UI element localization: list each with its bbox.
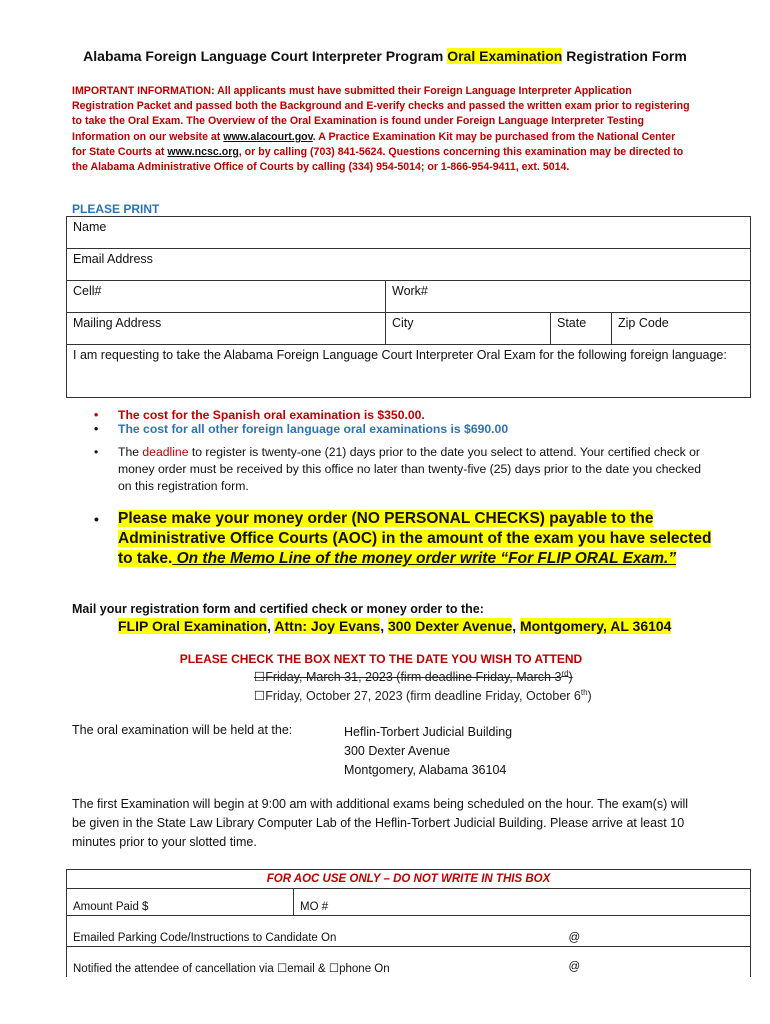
cancellation-notice-field[interactable]: Notified the attendee of cancellation via ☐email & ☐phone On @ [67,947,751,978]
zip-code-field[interactable]: Zip Code [612,313,751,345]
checkbox-icon[interactable]: ☐ [254,689,266,704]
cell-field[interactable]: Cell# [67,281,386,313]
amount-paid-field[interactable]: Amount Paid $ [67,889,294,916]
email-field[interactable]: Email Address [67,249,751,281]
list-item: • The deadline to register is twenty-one (21) days prior to the date you select to attend. Your certified check or money order must be received by this office no later than twenty-five (25) days prior to the date you checked on this registration form. [94,445,702,493]
checkbox-icon[interactable]: ☐ [276,963,288,975]
list-item: • The cost for all other foreign language oral examinations is $690.00 [94,422,509,436]
language-request-field[interactable]: I am requesting to take the Alabama Foreign Language Court Interpreter Oral Exam for the following foreign language: [67,345,751,398]
state-field[interactable]: State [551,313,612,345]
checkbox-icon[interactable]: ☐ [328,963,340,975]
list-item: • Please make your money order (NO PERSONAL CHECKS) payable to the Administrative Office Courts (AOC) in the amount of the exam you have selected to take. On the Memo Line of the money order write “For FLIP ORAL Exam.” [94,510,712,567]
exam-schedule-info: The first Examination will begin at 9:00 am with additional exams being scheduled on the hour. The exam(s) will be given in the State Law Library Computer Lab of the Heflin-Torbert Judicial Building. Please arrive at least 10 minutes prior to your slotted time. [72,797,689,849]
emailed-parking-field[interactable]: Emailed Parking Code/Instructions to Candidate On @ [67,916,751,947]
date-option-march[interactable]: ☐Friday, March 31, 2023 (firm deadline Friday, March 3rd) [254,669,573,685]
mailing-address-field[interactable]: Mailing Address [67,313,386,345]
title-highlight: Oral Examination [447,48,563,64]
mailing-address: FLIP Oral Examination, Attn: Joy Evans, 300 Dexter Avenue, Montgomery, AL 36104 [118,618,672,634]
list-item: • The cost for the Spanish oral examination is $350.00. [94,408,425,422]
mo-number-field[interactable]: MO # [294,889,751,916]
checkbox-icon[interactable]: ☐ [254,670,266,685]
important-information: IMPORTANT INFORMATION: All applicants must have submitted their Foreign Language Interpreter Application Registration Packet and passed both the Background and E-verify checks and passed the written exam prior to registering to take the Oral Exam. The Overview of the Oral Examination is found under Foreign Language Interpreter Testing Information on our website at www.alacourt.gov. A Practice Examination Kit may be purchased from the National Center for State Courts at www.ncsc.org, or by calling (703) 841-5624. Questions concerning this examination may be directed to the Alabama Administrative Office of Courts by calling (334) 954-5014; or 1-866-954-9411, ext. 5014. [72,85,690,174]
information-bullets [94,408,714,569]
work-field[interactable]: Work# [386,281,751,313]
please-print-label: PLEASE PRINT [72,202,160,216]
exam-location-label: The oral examination will be held at the: [72,723,293,737]
aoc-box-heading: FOR AOC USE ONLY – DO NOT WRITE IN THIS BOX [67,870,751,889]
form-title: Alabama Foreign Language Court Interpreter Program Oral Examination Registration Form [83,48,687,64]
date-option-october[interactable]: ☐Friday, October 27, 2023 (firm deadline Friday, October 6th) [254,688,592,704]
city-field[interactable]: City [386,313,551,345]
alacourt-link[interactable]: www.alacourt.gov [223,130,313,143]
applicant-info-table [66,216,751,398]
check-date-heading: PLEASE CHECK THE BOX NEXT TO THE DATE YOU WISH TO ATTEND [179,652,583,666]
name-field[interactable]: Name [67,217,751,249]
ncsc-link[interactable]: www.ncsc.org [167,145,239,158]
exam-location-address: Heflin-Torbert Judicial Building 300 Dexter Avenue Montgomery, Alabama 36104 [344,725,513,777]
mail-instructions: Mail your registration form and certified check or money order to the: [72,602,484,616]
aoc-use-only-box [66,869,751,977]
